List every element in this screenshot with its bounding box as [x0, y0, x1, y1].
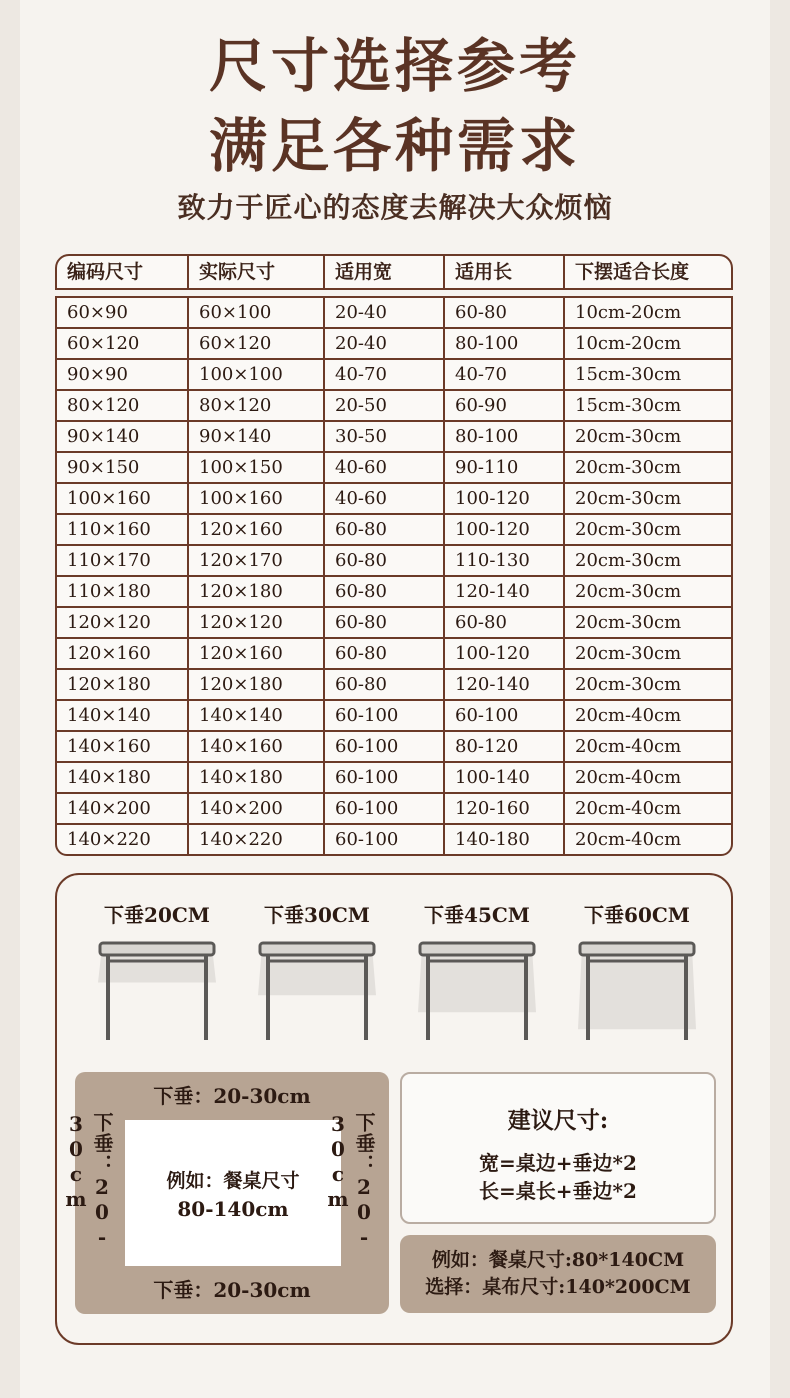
- table-row: [57, 732, 731, 763]
- cell-drop-length: 20cm-40cm: [575, 767, 682, 788]
- cell-fit-length: 60-80: [445, 608, 565, 637]
- cell-drop-length: 20cm-30cm: [575, 488, 682, 509]
- cell-drop-length: 20cm-40cm: [575, 736, 682, 757]
- cell-fit-width: 20-40: [325, 298, 445, 327]
- cell-fit-length: 140-180: [445, 825, 565, 854]
- cell-fit-width: 60-100: [325, 794, 445, 823]
- table-row: [57, 360, 731, 391]
- cell-actual-size: 60×100: [189, 298, 325, 327]
- cell-code-size: 140×200: [57, 794, 189, 823]
- cell-actual-size: 100×100: [189, 360, 325, 389]
- header-drop-length: 下摆适合长度: [575, 261, 690, 283]
- cell-code-size: 120×120: [57, 608, 189, 637]
- cell-code-size: 120×180: [57, 670, 189, 699]
- cell-drop-length: 20cm-40cm: [575, 829, 682, 850]
- cell-drop-length: 20cm-30cm: [575, 426, 682, 447]
- cell-code-size: 60×120: [57, 329, 189, 358]
- cell-code-size: 140×220: [57, 825, 189, 854]
- table-row: [57, 701, 731, 732]
- cell-actual-size: 120×160: [189, 639, 325, 668]
- cell-drop-length: 10cm-20cm: [575, 302, 682, 323]
- cell-fit-width: 30-50: [325, 422, 445, 451]
- diagram-example-size: 80-140cm: [177, 1197, 289, 1221]
- cell-actual-size: 120×120: [189, 608, 325, 637]
- cell-actual-size: 140×160: [189, 732, 325, 761]
- tablecloth-shape: [418, 947, 536, 1012]
- drop-option: [87, 901, 227, 1051]
- drop-label: 下垂20CM: [104, 903, 210, 927]
- example-table-size: 例如：餐桌尺寸:80*140CM: [431, 1249, 685, 1271]
- page-title-line2: 满足各种需求: [208, 112, 581, 180]
- cell-fit-width: 60-80: [325, 639, 445, 668]
- table-header: [55, 254, 733, 290]
- cell-drop-length: 20cm-30cm: [575, 457, 682, 478]
- drop-label: 下垂45CM: [424, 903, 530, 927]
- cell-fit-width: 40-60: [325, 453, 445, 482]
- cell-actual-size: 120×180: [189, 577, 325, 606]
- cell-code-size: 110×170: [57, 546, 189, 575]
- cell-actual-size: 100×150: [189, 453, 325, 482]
- table-row: [57, 391, 731, 422]
- size-table: [55, 254, 733, 856]
- cell-drop-length: 20cm-40cm: [575, 798, 682, 819]
- table-top-shape: [580, 943, 694, 955]
- diagram-left-drop: 下垂：20-30cm: [64, 1112, 114, 1250]
- drop-option: [247, 901, 387, 1051]
- diagram-right-drop: 下垂：20-30cm: [326, 1112, 376, 1250]
- cell-fit-length: 40-70: [445, 360, 565, 389]
- cell-code-size: 140×160: [57, 732, 189, 761]
- table-row: [57, 763, 731, 794]
- header-fit-width: 适用宽: [325, 256, 445, 288]
- table-top-shape: [100, 943, 214, 955]
- cell-fit-width: 20-40: [325, 329, 445, 358]
- cell-drop-length: 20cm-30cm: [575, 612, 682, 633]
- table-top-shape: [260, 943, 374, 955]
- cell-code-size: 90×150: [57, 453, 189, 482]
- advice-width-formula: 宽=桌边+垂边*2: [479, 1151, 637, 1175]
- cell-code-size: 140×180: [57, 763, 189, 792]
- cell-actual-size: 80×120: [189, 391, 325, 420]
- table-row: [57, 453, 731, 484]
- cell-fit-length: 120-160: [445, 794, 565, 823]
- cell-actual-size: 120×160: [189, 515, 325, 544]
- diagram-bottom-drop: 下垂：20-30cm: [153, 1278, 311, 1302]
- advice-length-formula: 长=桌长+垂边*2: [479, 1179, 637, 1203]
- cell-fit-length: 120-140: [445, 577, 565, 606]
- cell-fit-width: 60-80: [325, 670, 445, 699]
- cell-code-size: 90×90: [57, 360, 189, 389]
- table-top-shape: [420, 943, 534, 955]
- header-actual-size: 实际尺寸: [189, 256, 325, 288]
- cell-drop-length: 10cm-20cm: [575, 333, 682, 354]
- cell-code-size: 60×90: [57, 298, 189, 327]
- cell-fit-width: 60-80: [325, 546, 445, 575]
- cell-actual-size: 90×140: [189, 422, 325, 451]
- table-row: [57, 515, 731, 546]
- example-box: [400, 1235, 716, 1313]
- cell-actual-size: 60×120: [189, 329, 325, 358]
- diagram-example-label: 例如：餐桌尺寸: [166, 1170, 300, 1192]
- cell-fit-width: 60-100: [325, 701, 445, 730]
- cell-drop-length: 20cm-30cm: [575, 550, 682, 571]
- diagram-top-drop: 下垂：20-30cm: [153, 1084, 311, 1108]
- table-row: [57, 639, 731, 670]
- header-code-size: 编码尺寸: [57, 256, 189, 288]
- cell-fit-length: 60-90: [445, 391, 565, 420]
- cell-drop-length: 20cm-30cm: [575, 674, 682, 695]
- drop-option: [407, 901, 547, 1051]
- cell-fit-length: 100-120: [445, 639, 565, 668]
- cell-actual-size: 100×160: [189, 484, 325, 513]
- cell-drop-length: 15cm-30cm: [575, 364, 682, 385]
- table-with-cloth-icon: [92, 941, 222, 1051]
- cell-fit-width: 60-80: [325, 577, 445, 606]
- cell-fit-length: 80-100: [445, 422, 565, 451]
- cell-code-size: 100×160: [57, 484, 189, 513]
- cell-fit-width: 60-100: [325, 763, 445, 792]
- cell-actual-size: 140×220: [189, 825, 325, 854]
- table-row: [57, 825, 731, 854]
- table-row: [57, 670, 731, 701]
- cell-code-size: 80×120: [57, 391, 189, 420]
- cell-fit-length: 80-100: [445, 329, 565, 358]
- page-title-line1: 尺寸选择参考: [208, 32, 581, 100]
- table-body: [55, 296, 733, 856]
- table-row: [57, 484, 731, 515]
- cell-drop-length: 20cm-30cm: [575, 643, 682, 664]
- cell-fit-length: 100-140: [445, 763, 565, 792]
- advice-box: [400, 1072, 716, 1224]
- cell-fit-length: 100-120: [445, 484, 565, 513]
- cell-drop-length: 20cm-30cm: [575, 581, 682, 602]
- header-fit-length: 适用长: [445, 256, 565, 288]
- cell-fit-width: 40-70: [325, 360, 445, 389]
- table-row: [57, 422, 731, 453]
- table-with-cloth-icon: [412, 941, 542, 1051]
- cell-actual-size: 120×170: [189, 546, 325, 575]
- cell-fit-length: 120-140: [445, 670, 565, 699]
- cell-code-size: 110×180: [57, 577, 189, 606]
- drop-option: [567, 901, 707, 1051]
- cell-code-size: 90×140: [57, 422, 189, 451]
- advice-title: 建议尺寸:: [507, 1107, 609, 1134]
- cell-fit-length: 60-100: [445, 701, 565, 730]
- cell-fit-length: 90-110: [445, 453, 565, 482]
- drop-label: 下垂30CM: [264, 903, 370, 927]
- diagram-table-top: [125, 1120, 341, 1266]
- cell-actual-size: 140×140: [189, 701, 325, 730]
- cell-fit-width: 60-80: [325, 515, 445, 544]
- cell-fit-length: 110-130: [445, 546, 565, 575]
- cell-fit-width: 60-100: [325, 732, 445, 761]
- table-row: [57, 608, 731, 639]
- table-row: [57, 298, 731, 329]
- drop-reference-panel: [55, 873, 733, 1345]
- tablecloth-shape: [578, 947, 696, 1029]
- table-with-cloth-icon: [572, 941, 702, 1051]
- cell-fit-width: 60-100: [325, 825, 445, 854]
- cell-drop-length: 20cm-30cm: [575, 519, 682, 540]
- cell-fit-width: 60-80: [325, 608, 445, 637]
- size-guide-page: [20, 0, 770, 1398]
- cell-actual-size: 120×180: [189, 670, 325, 699]
- table-with-cloth-icon: [252, 941, 382, 1051]
- table-row: [57, 577, 731, 608]
- table-row: [57, 329, 731, 360]
- cell-fit-length: 100-120: [445, 515, 565, 544]
- cell-drop-length: 15cm-30cm: [575, 395, 682, 416]
- table-row: [57, 546, 731, 577]
- cell-drop-length: 20cm-40cm: [575, 705, 682, 726]
- example-cloth-size: 选择：桌布尺寸:140*200CM: [425, 1276, 691, 1298]
- drop-label: 下垂60CM: [584, 903, 690, 927]
- table-row: [57, 794, 731, 825]
- cell-code-size: 140×140: [57, 701, 189, 730]
- cell-fit-width: 20-50: [325, 391, 445, 420]
- cell-fit-length: 80-120: [445, 732, 565, 761]
- cell-fit-length: 60-80: [445, 298, 565, 327]
- tablecloth-diagram: [64, 1072, 389, 1314]
- cell-actual-size: 140×200: [189, 794, 325, 823]
- cell-code-size: 120×160: [57, 639, 189, 668]
- page-subtitle: 致力于匠心的态度去解决大众烦恼: [177, 191, 613, 224]
- cell-code-size: 110×160: [57, 515, 189, 544]
- cell-actual-size: 140×180: [189, 763, 325, 792]
- cell-fit-width: 40-60: [325, 484, 445, 513]
